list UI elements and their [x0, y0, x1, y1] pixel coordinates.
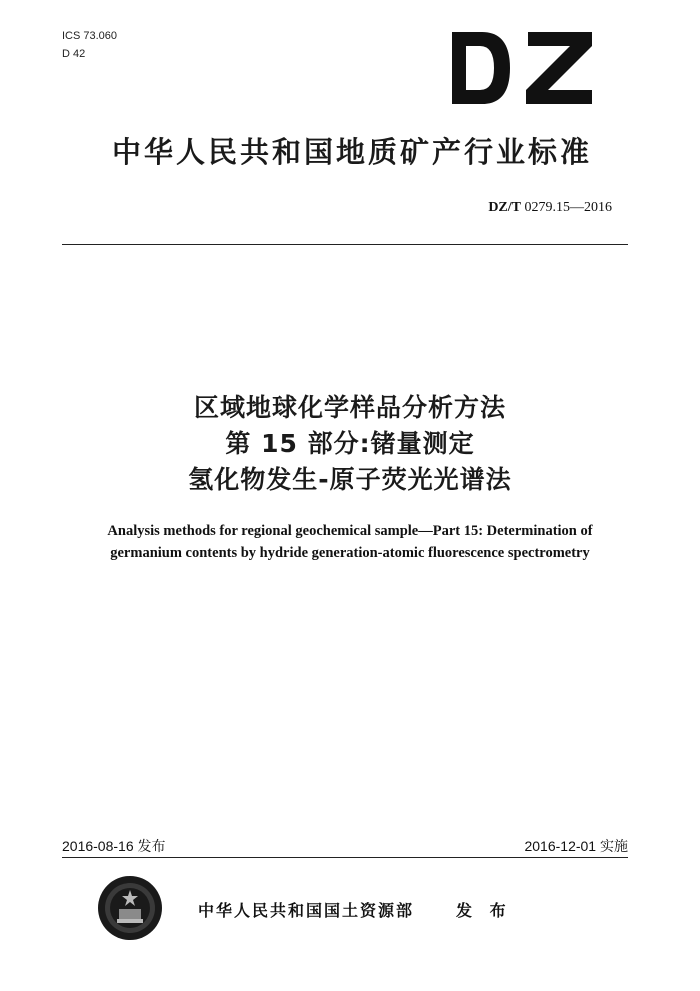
ics-number: ICS 73.060: [62, 30, 118, 42]
standard-code-prefix: DZ/T: [488, 200, 521, 215]
title-line-3: 氢化物发生-原子荧光光谱法: [188, 465, 512, 494]
issue-date: 2016-08-16 发布: [62, 838, 166, 854]
header-divider: [62, 244, 628, 245]
implementation-date: 2016-12-01 实施: [524, 838, 628, 854]
national-emblem-icon: [97, 875, 163, 941]
publish-label: 发 布: [456, 901, 512, 920]
publisher-name: 中华人民共和国国土资源部: [198, 901, 415, 920]
footer-divider: [62, 857, 628, 858]
standard-category-title: 中华人民共和国地质矿产行业标准: [111, 135, 592, 169]
english-title-line-2: germanium contents by hydride generation-atomic fluorescence spectrometry: [110, 545, 590, 561]
standard-code-number: 0279.15—2016: [524, 200, 612, 215]
standard-code: [488, 200, 612, 216]
title-line-1: 区域地球化学样品分析方法: [193, 393, 506, 422]
english-title-line-1: Analysis methods for regional geochemical sample—Part 15: Determination of: [107, 523, 593, 539]
dz-logo: [448, 28, 596, 108]
ccs-number: D 42: [62, 48, 86, 60]
title-line-2: 第 15 部分:锗量测定: [225, 429, 475, 458]
